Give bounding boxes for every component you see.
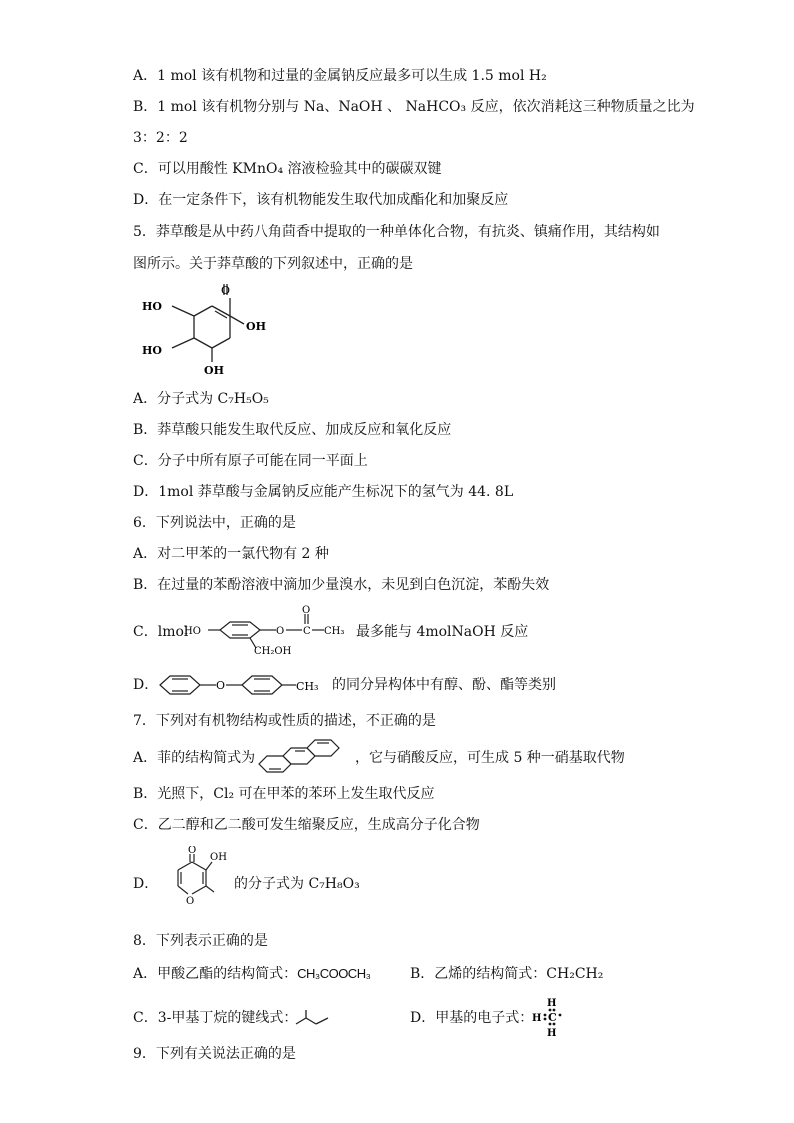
q6c-ch3: CH₃ <box>324 626 345 637</box>
q4-option-b: B．1 mol 该有机物分别与 Na、NaOH 、 NaHCO₃ 反应，依次消耗这三种物质量之比为 <box>133 99 695 115</box>
q8-option-d: D．甲基的电子式： <box>410 1010 534 1026</box>
q6c-suffix: 最多能与 4molNaOH 反应 <box>356 624 529 640</box>
q7a-suffix: ，它与硝酸反应，可生成 5 种一硝基取代物 <box>355 750 625 766</box>
methyl-c: C <box>548 1011 557 1024</box>
phenanthrene-structure <box>255 736 355 778</box>
acid-oh-label: OH <box>246 320 266 333</box>
methylbutane-skeletal <box>292 1008 336 1028</box>
q8a-label: A．甲酸乙酯的结构简式： <box>133 966 298 982</box>
q7d-molecule <box>158 846 230 906</box>
q7d-prefix: D． <box>133 876 159 892</box>
q6d-ch3: CH₃ <box>296 680 319 693</box>
left-top-oh-label: HO <box>142 300 162 313</box>
q8-option-a <box>133 964 370 984</box>
q4-option-d: D．在一定条件下，该有机物能发生取代加成酯化和加聚反应 <box>133 192 509 208</box>
q6d-o: O <box>216 679 226 692</box>
q5-option-b: B．莽草酸只能发生取代反应、加成反应和氧化反应 <box>133 422 452 438</box>
q6-option-d <box>133 675 158 695</box>
q8-stem: 8．下列表示正确的是 <box>133 933 268 949</box>
q6-option-a: A．对二甲苯的一氯代物有 2 种 <box>133 546 329 562</box>
q8b-value: CH₂CH₂ <box>546 966 604 982</box>
q8a-value: CH₃COOCH₃ <box>297 966 371 981</box>
q6c-molecule <box>180 604 356 656</box>
q4-option-b-cont: 3：2：2 <box>133 130 188 146</box>
q7d-oh: OH <box>210 852 227 863</box>
q6d-prefix: D． <box>133 677 159 693</box>
methyl-h-bottom: H <box>547 1028 557 1038</box>
q5-option-c: C．分子中所有原子可能在同一平面上 <box>133 453 368 469</box>
q6c-prefix: C．lmol <box>133 624 189 640</box>
q5-option-a: A．分子式为 C₇H₅O₅ <box>133 391 269 407</box>
q6c-ester-o: O <box>276 626 285 637</box>
q6c-ch2oh: CH₂OH <box>254 646 292 656</box>
q6-option-b: B．在过量的苯酚溶液中滴加少量溴水，未见到白色沉淀，苯酚失效 <box>133 577 550 593</box>
q9-stem: 9．下列有关说法正确的是 <box>133 1046 296 1062</box>
q7d-o-ring: O <box>186 896 195 906</box>
q7d-o-top: O <box>188 846 197 856</box>
q7-option-a <box>133 748 255 768</box>
q7-option-b: B．光照下，Cl₂ 可在甲苯的苯环上发生取代反应 <box>133 786 435 802</box>
q4-option-c: C．可以用酸性 KMnO₄ 溶液检验其中的碳碳双键 <box>133 161 442 177</box>
q7-stem: 7．下列对有机物结构或性质的描述，不正确的是 <box>133 713 436 729</box>
q6c-ho: HO <box>184 626 201 637</box>
methyl-h-top: H <box>547 998 557 1009</box>
methyl-electron-formula <box>530 996 570 1038</box>
q6c-carbonyl-o: O <box>302 605 311 616</box>
methyl-h-left: H <box>532 1013 542 1024</box>
q5-stem-cont: 图所示。关于莽草酸的下列叙述中，正确的是 <box>133 256 413 272</box>
carbonyl-o-label: O <box>221 284 231 297</box>
q7-option-c: C．乙二醇和乙二酸可发生缩聚反应，生成高分子化合物 <box>133 817 480 833</box>
q7a-prefix: A．菲的结构简式为 <box>133 750 256 766</box>
q5-option-d: D．1mol 莽草酸与金属钠反应能产生标况下的氢气为 44. 8L <box>133 484 514 500</box>
q6d-suffix: 的同分异构体中有醇、酚、酯等类别 <box>332 677 556 693</box>
left-mid-oh-label: HO <box>142 344 162 357</box>
q5-stem: 5．莽草酸是从中药八角茴香中提取的一种单体化合物，有抗炎、镇痛作用，其结构如 <box>133 224 660 240</box>
q4-option-a: A．1 mol 该有机物和过量的金属钠反应最多可以生成 1.5 mol H₂ <box>133 68 547 84</box>
q6c-c: C <box>303 626 311 637</box>
bottom-oh-label: OH <box>204 364 224 377</box>
q6d-molecule <box>156 670 336 700</box>
q6-stem: 6．下列说法中，正确的是 <box>133 515 296 531</box>
q8-option-b <box>410 964 603 984</box>
q8-option-c: C．3-甲基丁烷的键线式： <box>133 1010 298 1026</box>
shikimic-acid-structure <box>138 284 278 378</box>
q7d-suffix: 的分子式为 C₇H₈O₃ <box>234 876 360 892</box>
q8b-label: B．乙烯的结构简式： <box>410 966 547 982</box>
q7-option-d <box>133 874 158 894</box>
